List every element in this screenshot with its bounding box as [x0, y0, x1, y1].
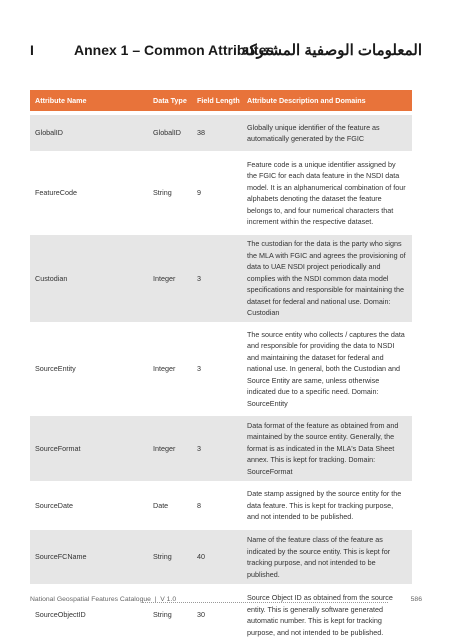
table-row	[30, 485, 412, 526]
field-length-cell: 9	[197, 188, 201, 198]
attribute-name-cell: SourceEntity	[35, 364, 76, 373]
footer-version: V 1.0	[160, 596, 177, 603]
data-type-cell: Integer	[148, 235, 192, 322]
field-length-cell: 38	[192, 115, 242, 151]
field-length-cell: 3	[192, 416, 242, 481]
description-cell: The custodian for the data is the party who signs the MLA with FGIC and agrees the provisioning of data to UAE NSDI project periodically and complies with the NSDI common data model specifications and responsible for maintaining the dataset for federal and national use. Domain: Custodian	[242, 235, 412, 322]
footer-publication-title: National Geospatial Features Catalogue	[30, 596, 151, 603]
field-length-cell: 3	[197, 364, 201, 373]
field-length-cell: 40	[192, 530, 242, 584]
column-header-description: Attribute Description and Domains	[242, 90, 412, 111]
description-cell: Data format of the feature as obtained from and maintained by the source entity. Generally, the format is as indicated in the MLA's Data Sheet annex. This is kept for tracking. Domain: SourceFormat	[242, 416, 412, 481]
page-header	[30, 40, 422, 62]
table-row	[30, 530, 412, 584]
data-type-cell: GlobalID	[148, 115, 192, 151]
field-length-cell: 30	[197, 610, 205, 620]
attribute-name-cell: SourceDate	[35, 500, 73, 510]
common-attributes-table	[30, 90, 412, 642]
description-cell: Feature code is a unique identifier assigned by the FGIC for each data feature in the NSDI data model. It is an alphanumerical combination of four alphabets denoting the dataset the feature belongs to, and four numerical characters that increment within the respective dataset.	[247, 159, 406, 226]
data-type-cell: Integer	[153, 364, 176, 373]
attribute-name-cell: Custodian	[30, 235, 148, 322]
attribute-name-cell: FeatureCode	[35, 188, 77, 198]
description-cell: The source entity who collects / captures the data and responsible for providing the data to NSDI and maintaining the dataset for federal and national use. In general, both the Custodian and Source Entity are same, unless otherwise indicated due to a specific need. Domain: SourceEntity	[247, 329, 405, 408]
attribute-name-cell: SourceFormat	[30, 416, 148, 481]
column-header-attribute-name: Attribute Name	[30, 90, 148, 111]
page-footer	[30, 596, 422, 608]
attribute-name-cell: SourceObjectID	[35, 610, 86, 620]
footer-separator: |	[154, 596, 157, 603]
description-cell: Name of the feature class of the feature as indicated by the source entity. This is kept for tracking purpose, and not intended to be published.	[242, 530, 412, 584]
description-cell: Globally unique identifier of the feature as automatically generated by the FGIC	[242, 115, 412, 151]
page-number: 586	[410, 596, 422, 603]
section-marker: I	[30, 42, 34, 58]
table-row	[30, 155, 412, 231]
table-row	[30, 326, 412, 413]
data-type-cell: Integer	[148, 416, 192, 481]
data-type-cell: Date	[153, 500, 169, 510]
field-length-cell: 3	[192, 235, 242, 322]
table-row	[30, 235, 412, 322]
attribute-name-cell: SourceFCName	[30, 530, 148, 584]
page-title: Annex 1 – Common Attributes	[74, 42, 275, 58]
attribute-name-cell: GlobalID	[30, 115, 148, 151]
data-type-cell: String	[153, 188, 172, 198]
field-length-cell: 8	[197, 500, 201, 510]
footer-dotted-leader	[142, 595, 388, 603]
table-row	[30, 416, 412, 481]
description-cell: Source Object ID as obtained from the source entity. This is generally software generated automatic number. This is kept for tracking purpose, and not intended to be published.	[247, 593, 393, 637]
data-type-cell: String	[153, 610, 172, 620]
description-cell: Date stamp assigned by the source entity for the data feature. This is kept for tracking purpose, and not intended to be published.	[247, 489, 402, 522]
column-header-data-type: Data Type	[148, 90, 192, 111]
page-title-arabic: المعلومات الوصفية المشتركة	[241, 42, 422, 59]
data-type-cell: String	[148, 530, 192, 584]
table-row	[30, 115, 412, 151]
table-header-row	[30, 90, 412, 111]
column-header-field-length: Field Length	[192, 90, 242, 111]
